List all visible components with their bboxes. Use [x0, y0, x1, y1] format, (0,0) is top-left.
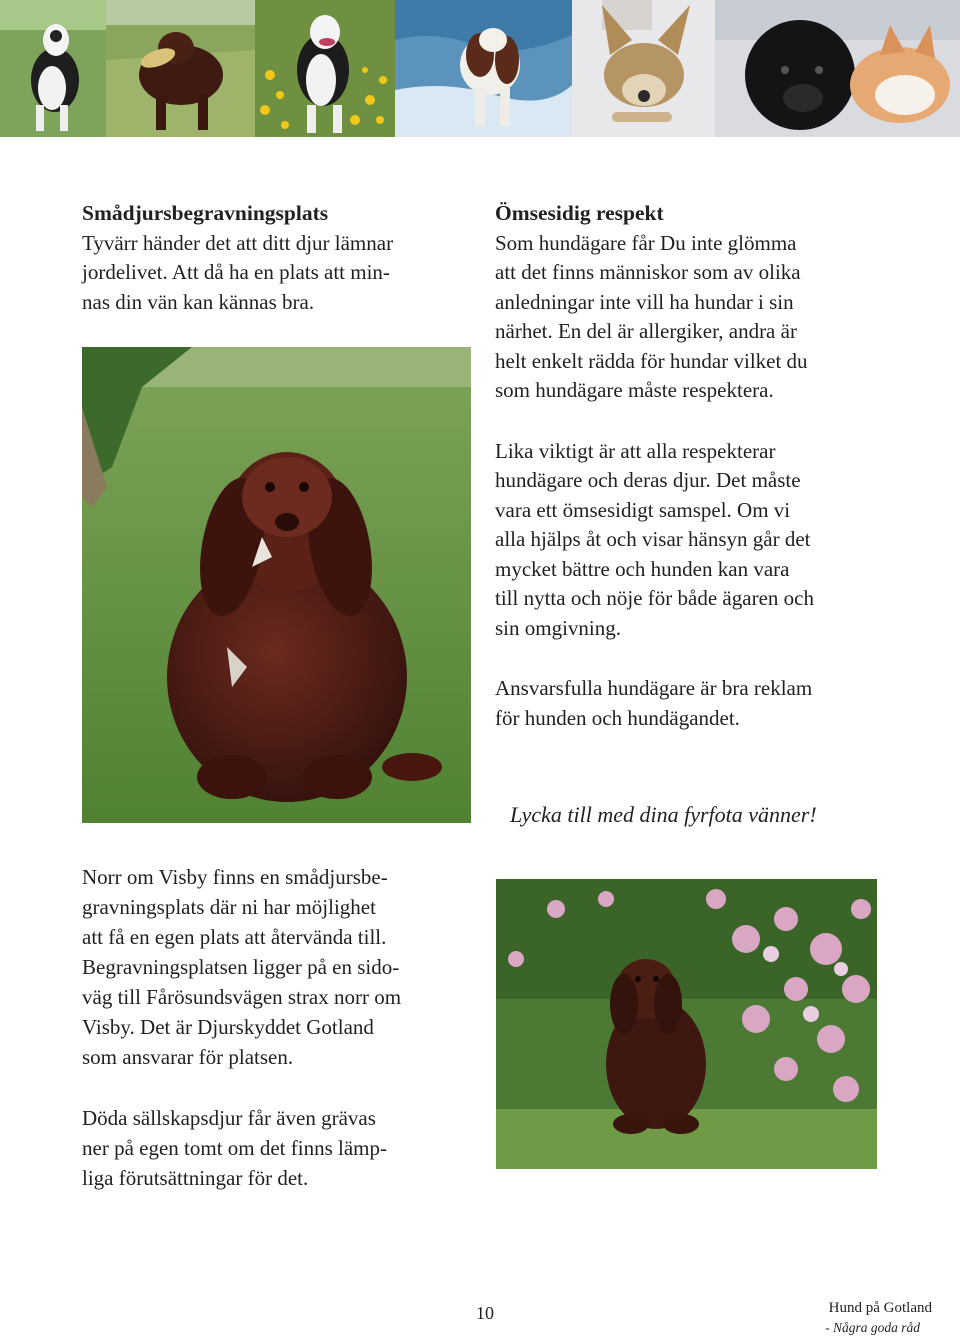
footer-subtitle: - Några goda råd — [825, 1320, 920, 1335]
paragraph-1 — [82, 862, 467, 1072]
banner-photo-2 — [106, 0, 255, 137]
text-line: som hundägare måste respektera. — [495, 378, 774, 402]
text-line: för hunden och hundägandet. — [495, 705, 740, 730]
text-line: helt enkelt rädda för hundar vilket du — [495, 348, 808, 373]
text-line: mycket bättre och hunden kan vara — [495, 556, 790, 581]
text-line: gravningsplats där ni har möjlighet — [82, 895, 376, 919]
paragraph-2 — [495, 437, 895, 644]
banner-photo-6 — [715, 0, 960, 137]
banner-photo-1 — [0, 0, 106, 137]
footer-title: Hund på Gotland — [828, 1300, 932, 1316]
heading-mutual-respect: Ömsesidig respekt — [495, 201, 664, 225]
section-small-animal-cemetery — [82, 199, 462, 317]
photo-banner — [0, 0, 960, 137]
text-line: Norr om Visby finns en smådjursbe- — [82, 865, 388, 889]
section-cemetery-details — [82, 862, 467, 1193]
closing-line: Lycka till med dina fyrfota vänner! — [510, 802, 817, 827]
paragraph-3 — [495, 674, 895, 733]
banner-photo-5 — [572, 0, 715, 137]
text-line: Döda sällskapsdjur får även grävas — [82, 1106, 376, 1130]
paragraph-1 — [495, 229, 895, 406]
photo-brown-puppy — [496, 879, 877, 1169]
text-line: som ansvarar för platsen. — [82, 1045, 294, 1069]
text-line: nas din vän kan kännas bra. — [82, 289, 315, 314]
text-line: till nytta och nöje för både ägaren och — [495, 586, 814, 610]
cemetery-intro — [82, 229, 462, 318]
text-line: hundägare och deras djur. Det måste — [495, 468, 801, 492]
text-line: Tyvärr händer det att ditt djur lämnar — [82, 230, 394, 255]
text-line: sin omgivning. — [495, 615, 622, 640]
banner-photo-4 — [395, 0, 572, 137]
banner-photo-3 — [255, 0, 395, 137]
text-line: att det finns människor som av olika — [495, 260, 801, 284]
heading-cemetery: Smådjursbegravningsplats — [82, 201, 329, 225]
text-line: ner på egen tomt om det finns lämp- — [82, 1136, 388, 1160]
paragraph-2 — [82, 1103, 467, 1193]
photo-brown-spaniel — [82, 347, 471, 823]
section-mutual-respect — [495, 199, 895, 733]
text-line: jordelivet. Att då ha en plats att min- — [82, 260, 390, 284]
text-line: att få en egen plats att återvända till. — [82, 925, 387, 949]
text-line: närhet. En del är allergiker, andra är — [495, 319, 797, 343]
text-line: Lika viktigt är att alla respekterar — [495, 438, 776, 463]
text-line: Visby. Det är Djurskyddet Gotland — [82, 1015, 374, 1039]
page-number: 10 — [476, 1303, 494, 1323]
text-line: väg till Fårösundsvägen strax norr om — [82, 985, 402, 1009]
text-line: anledningar inte vill ha hundar i sin — [495, 289, 794, 314]
text-line: Begravningsplatsen ligger på en sido- — [82, 955, 400, 979]
text-line: Som hundägare får Du inte glömma — [495, 230, 797, 255]
text-line: alla hjälps åt och visar hänsyn går det — [495, 527, 811, 551]
text-line: Ansvarsfulla hundägare är bra reklam — [495, 676, 813, 700]
text-line: vara ett ömsesidigt samspel. Om vi — [495, 497, 791, 522]
text-line: liga förutsättningar för det. — [82, 1166, 309, 1190]
